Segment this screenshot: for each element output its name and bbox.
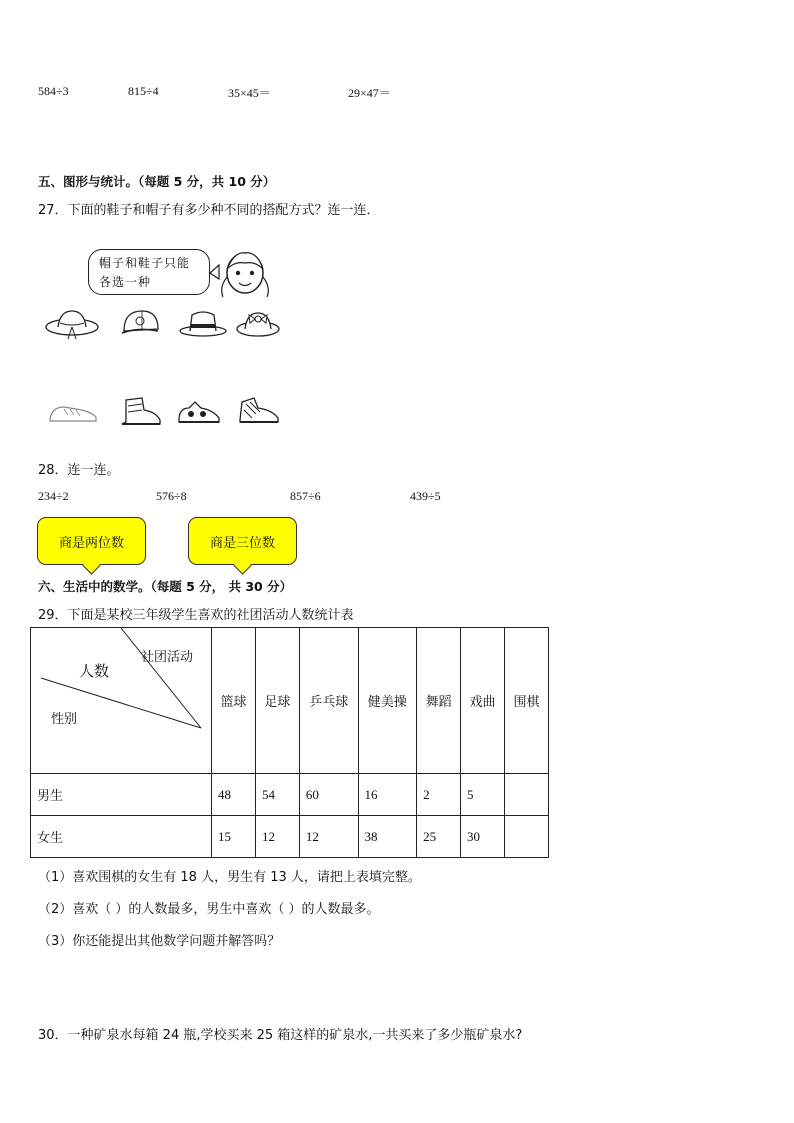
question-30: 30．一种矿泉水每箱 24 瓶,学校买来 25 箱这样的矿泉水,一共买来了多少瓶矿泉水?	[38, 1028, 523, 1043]
sub-question-1: （1）喜欢围棋的女生有 18 人，男生有 13 人，请把上表填完整。	[38, 870, 421, 885]
table-cell: 12	[255, 816, 299, 858]
table-cell: 48	[212, 774, 256, 816]
diag-label-count: 人数	[79, 662, 110, 680]
column-header: 戏曲	[461, 628, 505, 774]
division-item-2: 576÷8	[156, 489, 187, 503]
table-cell-blank[interactable]	[505, 774, 549, 816]
column-header: 健美操	[358, 628, 417, 774]
diag-label-gender: 性别	[51, 712, 78, 727]
speech-line-1: 帽子和鞋子只能	[99, 256, 191, 270]
table-header-row	[31, 628, 549, 774]
table-cell: 38	[358, 816, 417, 858]
bubble-three-digit	[188, 517, 297, 565]
table-cell: 12	[299, 816, 358, 858]
speech-line-2: 各选一种	[99, 275, 152, 289]
table-cell: 15	[212, 816, 256, 858]
division-item-1: 234÷2	[38, 489, 69, 503]
calc-item-3: 35×45＝	[228, 86, 271, 100]
table-cell: 2	[417, 774, 461, 816]
table-row	[31, 774, 549, 816]
baby-shoe-icon	[175, 394, 223, 428]
table-cell: 30	[461, 816, 505, 858]
table-row	[31, 816, 549, 858]
column-header: 舞蹈	[417, 628, 461, 774]
sports-shoe-icon	[234, 392, 282, 428]
column-header: 围棋	[505, 628, 549, 774]
table-cell: 60	[299, 774, 358, 816]
diagonal-header-cell	[31, 628, 212, 774]
question-29: 29．下面是某校三年级学生喜欢的社团活动人数统计表	[38, 608, 354, 623]
bubble-three-digit-label: 商是三位数	[209, 535, 275, 551]
bubble-two-digit	[37, 517, 146, 565]
question-27: 27．下面的鞋子和帽子有多少种不同的搭配方式？连一连．	[38, 203, 380, 218]
girl-illustration	[205, 243, 277, 305]
section-6-title: 六、生活中的数学。（每题 5 分， 共 30 分）	[38, 579, 293, 594]
sun-hat-icon	[44, 305, 100, 341]
row-label: 女生	[31, 816, 212, 858]
division-item-3: 857÷6	[290, 489, 321, 503]
column-header: 篮球	[212, 628, 256, 774]
table-cell: 5	[461, 774, 505, 816]
sub-question-3: （3）你还能提出其他数学问题并解答吗？	[38, 934, 281, 949]
section-5-title: 五、图形与统计。（每题 5 分，共 10 分）	[38, 174, 276, 189]
fedora-icon	[178, 307, 228, 339]
table-cell: 54	[255, 774, 299, 816]
column-header: 足球	[255, 628, 299, 774]
calc-item-1: 584÷3	[38, 84, 69, 98]
sneaker-icon	[46, 397, 100, 427]
calc-item-2: 815÷4	[128, 84, 159, 98]
division-item-4: 439÷5	[410, 489, 441, 503]
table-cell-blank[interactable]	[505, 816, 549, 858]
table-cell: 25	[417, 816, 461, 858]
bubble-two-digit-label: 商是两位数	[58, 535, 124, 551]
diag-label-activity: 社团活动	[141, 650, 194, 665]
row-label: 男生	[31, 774, 212, 816]
speech-bubble	[88, 249, 210, 295]
sub-question-2: （2）喜欢（ ）的人数最多，男生中喜欢（ ）的人数最多。	[38, 902, 380, 917]
bow-hat-icon	[235, 305, 281, 341]
club-stats-table	[30, 627, 549, 858]
column-header: 乒乓球	[299, 628, 358, 774]
calc-item-4: 29×47＝	[348, 86, 391, 100]
boot-icon	[116, 392, 164, 428]
cap-icon	[118, 305, 162, 341]
question-28: 28．连一连。	[38, 463, 120, 478]
table-cell: 16	[358, 774, 417, 816]
